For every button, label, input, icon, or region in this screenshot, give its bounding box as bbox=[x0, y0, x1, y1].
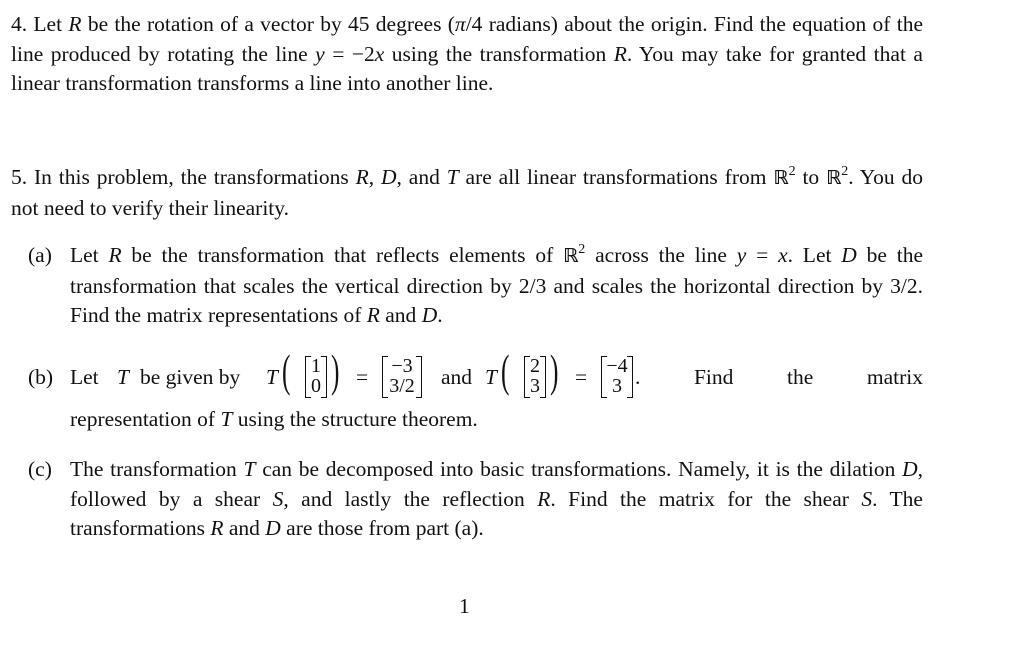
vector-input-2: 2 3 bbox=[524, 356, 546, 396]
paren-close: ) bbox=[331, 345, 340, 396]
part-b-line2: representation of T using the structure theorem. bbox=[70, 407, 478, 431]
problem-4-number: 4. bbox=[11, 12, 28, 36]
part-b-label: (b) bbox=[28, 365, 54, 389]
problem-5: 5. In this problem, the transformations R, D, and T are all linear transformations from ℝ$^2$ to ℝ$^2$. You do not need to verify their linearity. bbox=[11, 163, 924, 220]
page-number: 1 bbox=[459, 594, 470, 618]
vector-output-2: −4 3 bbox=[601, 356, 633, 396]
problem-4: 4. Let R be the rotation of a vector by 45 degrees (π/4 radians) about the origin. Find the equation of the line produced by rotating the line y = −2x using the transformation R. You may take for granted that a linear transformation transforms a line into another line. bbox=[11, 12, 923, 95]
paren-open: ( bbox=[501, 345, 510, 396]
vector-output-1: −3 3/2 bbox=[382, 356, 422, 396]
part-b-equation-row: Let T be given by T ( 1 0 ) = −3 3/2 and T ( 2 3 ) = −4 3 . Find the matrix bbox=[70, 345, 923, 397]
paren-close: ) bbox=[550, 345, 559, 396]
problem-5-number: 5. bbox=[11, 165, 28, 189]
part-c-label: (c) bbox=[28, 457, 52, 481]
part-b bbox=[28, 345, 923, 440]
vector-input-1: 1 0 bbox=[305, 356, 327, 396]
part-a-label: (a) bbox=[28, 243, 52, 267]
paren-open: ( bbox=[282, 345, 291, 396]
part-a-text: Let R be the transformation that reflects elements of ℝ$^2$ across the line y = x. Let D be the transformation that scales the vertical direction by 2/3 and scales the horizontal direction by 3/2. Find the matrix representations of R and D. bbox=[70, 241, 923, 327]
part-c-text: The transformation T can be decomposed into basic transformations. Namely, it is the dilation D, followed by a shear S, and lastly the reflection R. Find the matrix for the shear S. The transformations R and D are those from part (a). bbox=[70, 457, 923, 540]
